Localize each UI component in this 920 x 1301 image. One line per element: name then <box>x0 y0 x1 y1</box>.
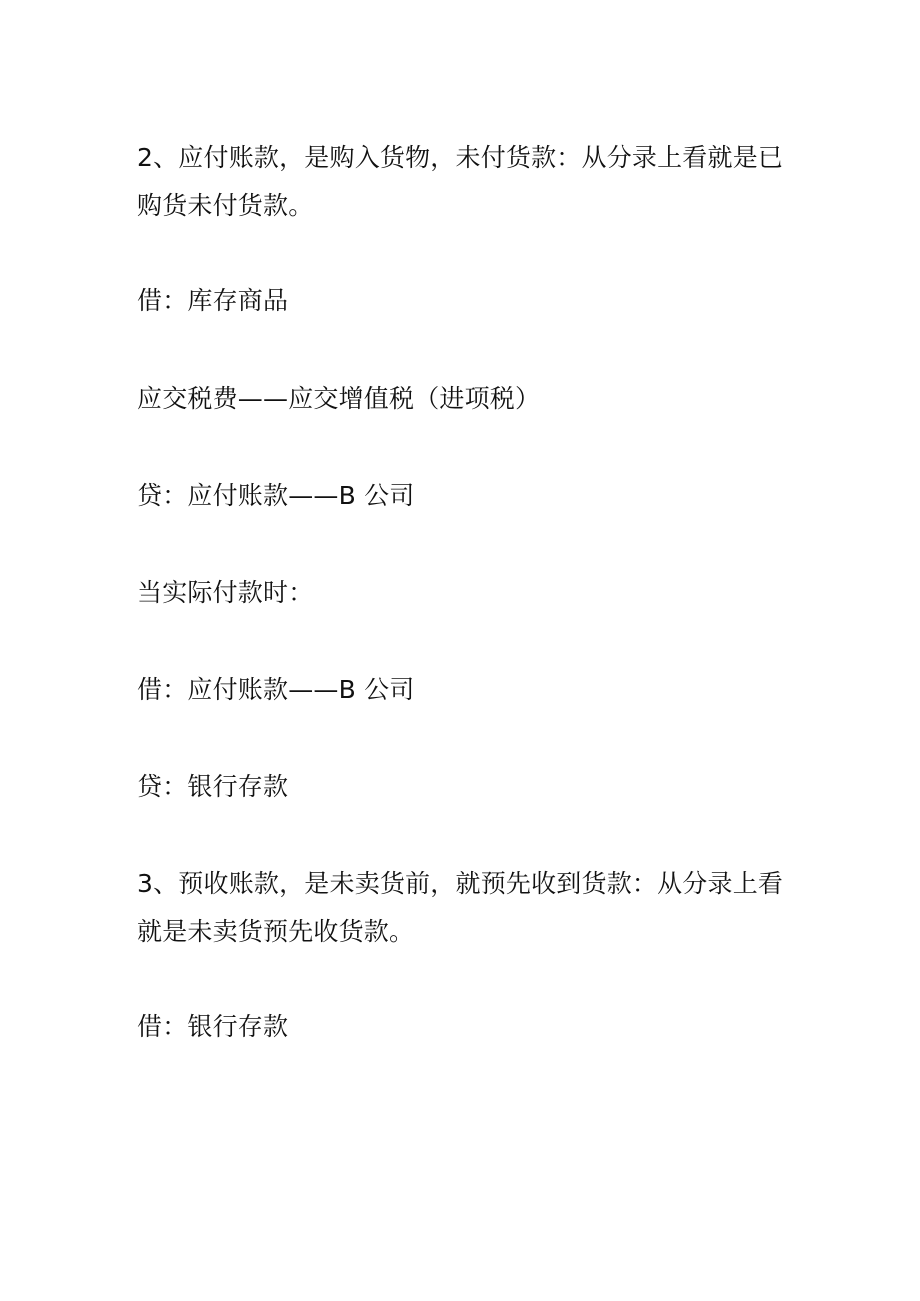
entry-tax-payable: 应交税费——应交增值税（进项税） <box>137 384 541 413</box>
entry-when-paid: 当实际付款时： <box>137 578 314 607</box>
entry-debit-inventory: 借：库存商品 <box>137 286 289 315</box>
entry-credit-accounts-payable: 贷：应付账款——B 公司 <box>137 481 415 510</box>
paragraph-advance-receipts: 3、预收账款，是未卖货前，就预先收到货款：从分录上看就是未卖货预先收货款。 <box>137 869 784 946</box>
entry-debit-bank-deposit: 借：银行存款 <box>137 1012 289 1041</box>
entry-debit-accounts-payable: 借：应付账款——B 公司 <box>137 675 415 704</box>
paragraph-accounts-payable: 2、应付账款，是购入货物，未付货款：从分录上看就是已购货未付货款。 <box>137 143 784 220</box>
entry-credit-bank-deposit: 贷：银行存款 <box>137 772 289 801</box>
